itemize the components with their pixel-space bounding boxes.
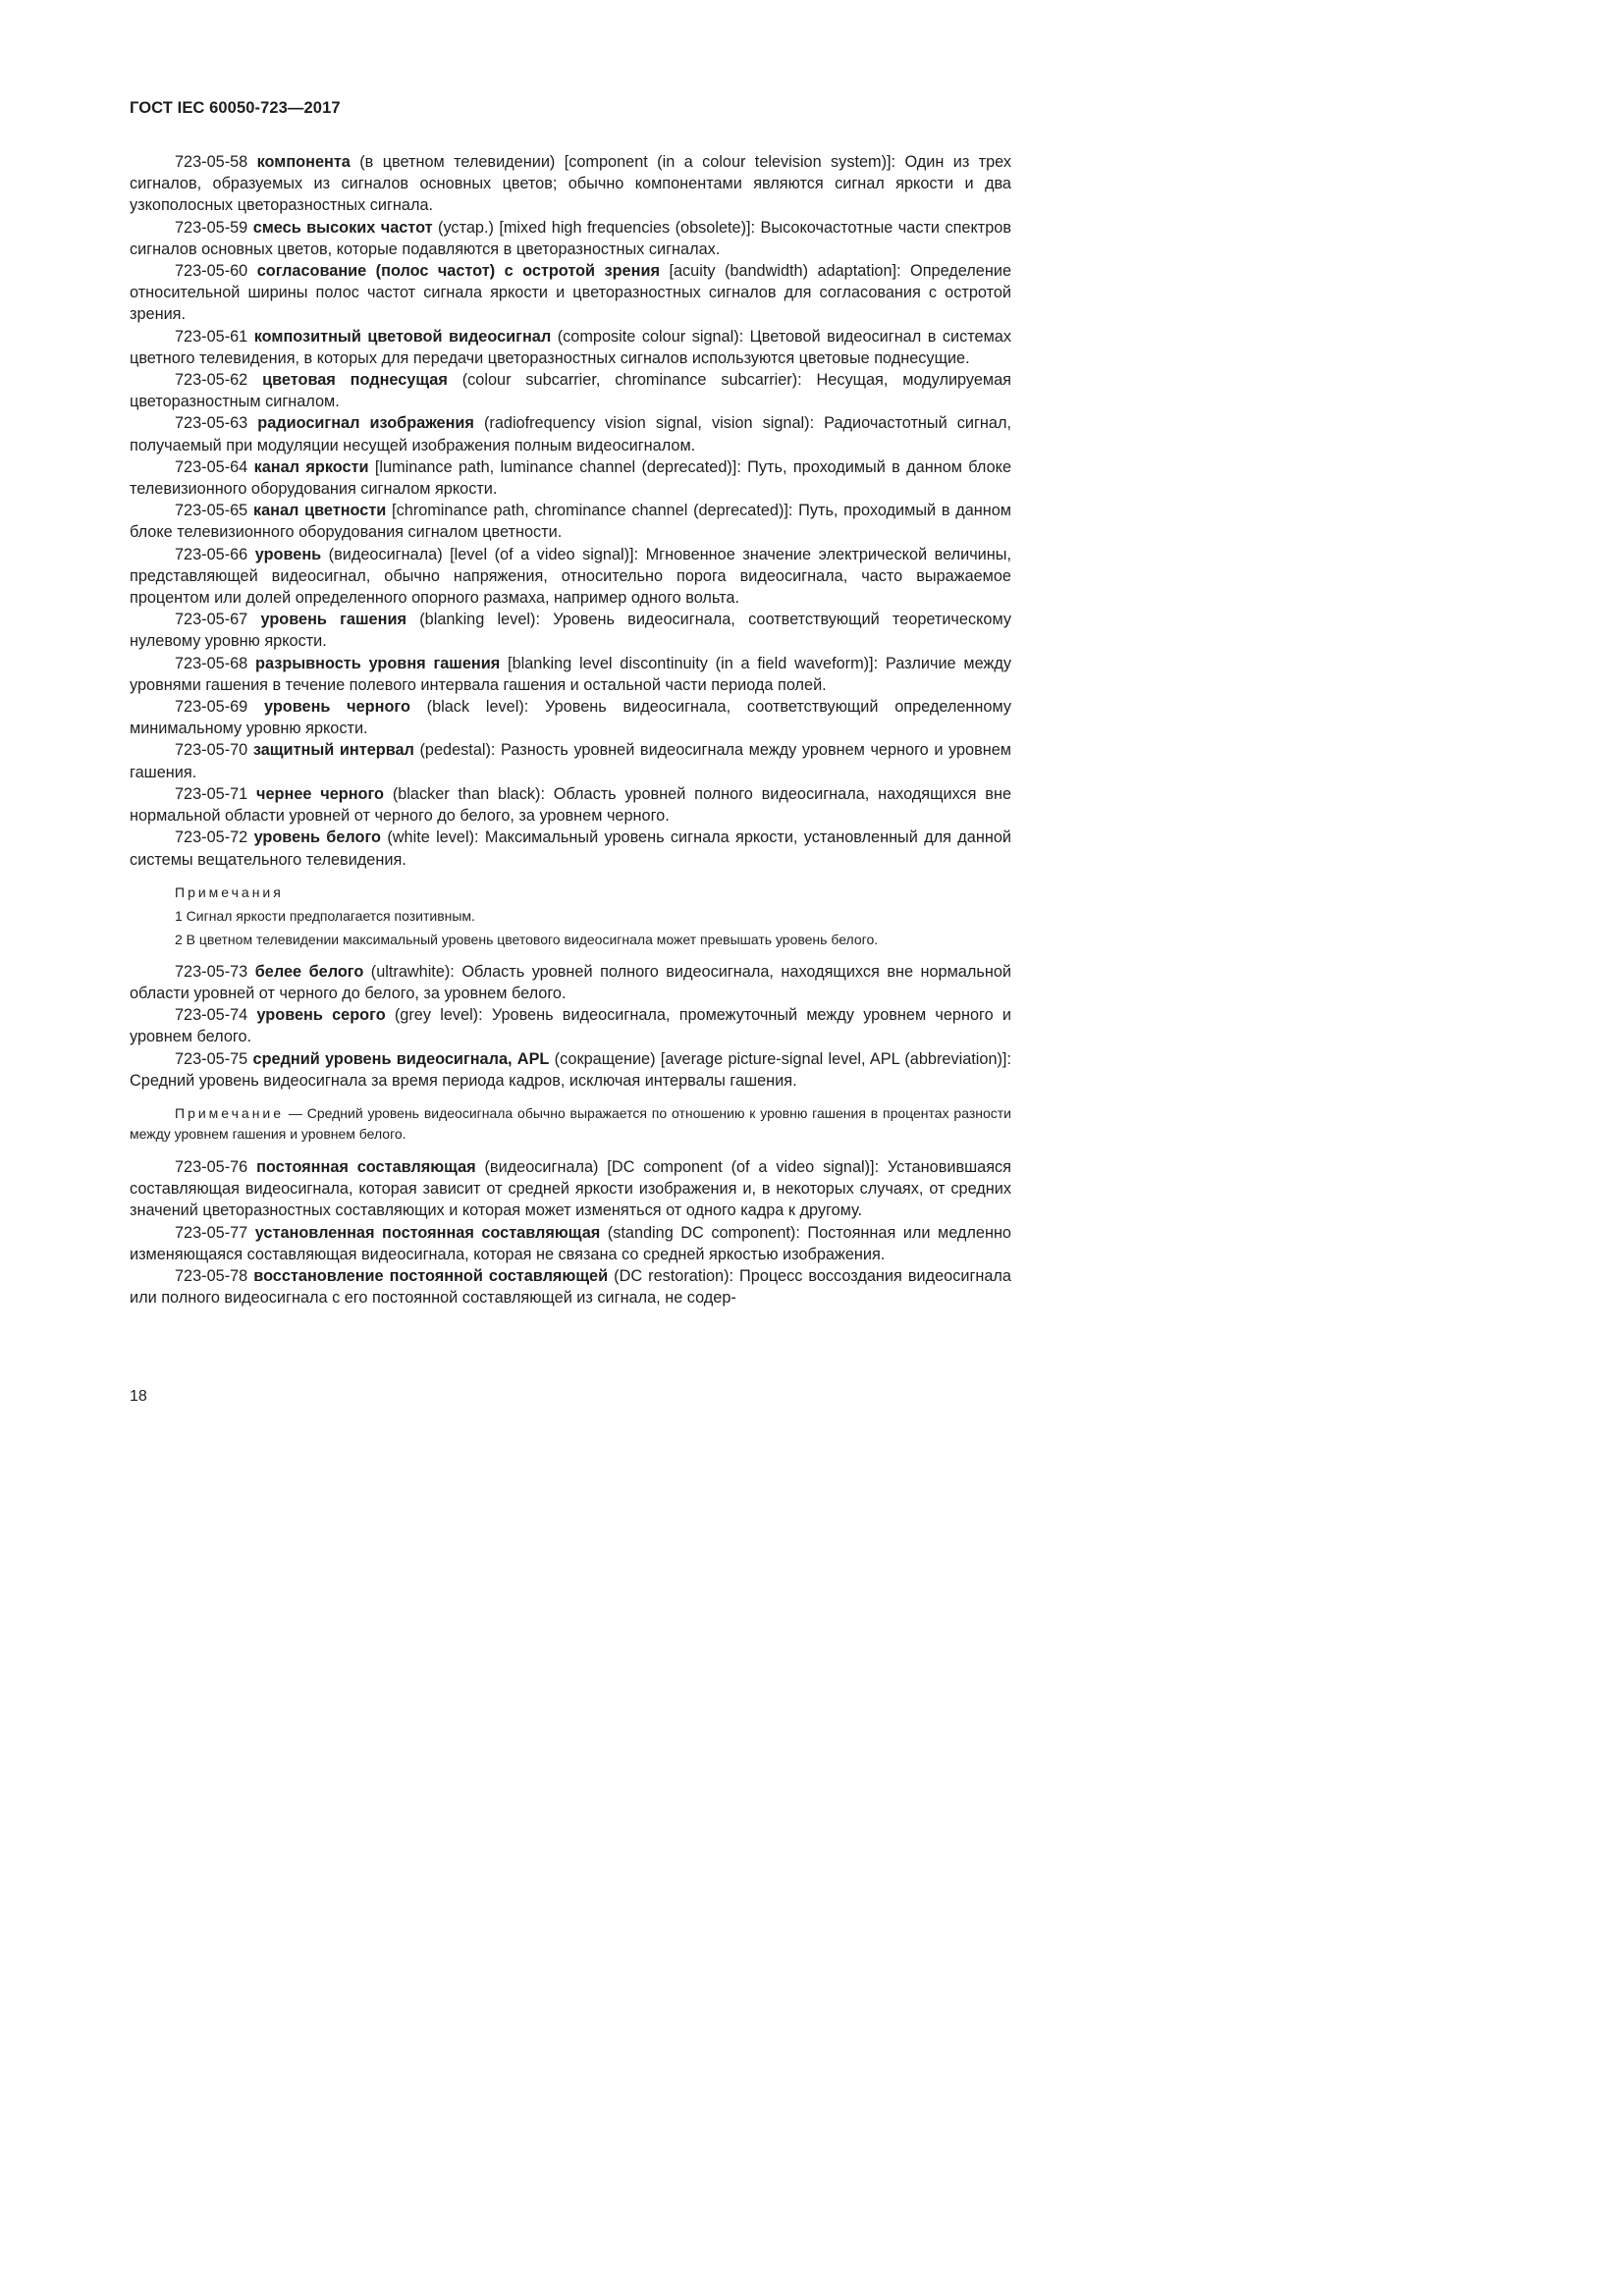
term-number: 723-05-61 <box>175 327 248 346</box>
term-definition: (colour subcarrier, chrominance subcarrier): Несущая, модулируемая цветоразностным сигналом. <box>130 371 1011 411</box>
term-definition: (black level): Уровень видеосигнала, соответствующий определенному минимальному уровню яркости. <box>130 698 1011 738</box>
term-name: разрывность уровня гашения <box>255 654 501 672</box>
term-entry <box>130 1156 1011 1222</box>
term-name: канал яркости <box>253 457 369 476</box>
term-name: чернее черного <box>256 784 384 803</box>
term-name: установленная постоянная составляющая <box>254 1223 601 1242</box>
term-entry <box>130 961 1011 1004</box>
term-entry <box>130 1004 1011 1047</box>
term-name: белее белого <box>254 962 364 981</box>
term-name: смесь высоких частот <box>252 218 433 237</box>
term-number: 723-05-64 <box>175 457 248 476</box>
term-definition: [acuity (bandwidth) adaptation]: Определение относительной ширины полос частот сигнала яркости и цветоразностных сигналов для согласования с остротой зрения. <box>130 262 1011 324</box>
term-definition: (pedestal): Разность уровней видеосигнала между уровнем черного и уровнем гашения. <box>130 741 1011 781</box>
term-entry <box>130 326 1011 369</box>
term-entry <box>130 783 1011 827</box>
term-entry <box>130 696 1011 739</box>
term-name: уровень белого <box>253 828 382 847</box>
note-label: Примечание <box>175 1104 285 1121</box>
term-definition: (grey level): Уровень видеосигнала, промежуточный между уровнем черного и уровнем белого. <box>130 1006 1011 1046</box>
term-entry <box>130 1048 1011 1092</box>
term-name: уровень черного <box>263 698 410 717</box>
term-definition: (radiofrequency vision signal, vision signal): Радиочастотный сигнал, получаемый при модуляции несущей изображения полным видеосигналом. <box>130 414 1011 454</box>
term-number: 723-05-69 <box>175 698 248 717</box>
term-name: средний уровень видеосигнала, APL <box>252 1049 550 1068</box>
term-entry <box>130 217 1011 260</box>
notes-heading: Примечания <box>175 883 284 900</box>
term-entry <box>130 609 1011 652</box>
term-definition: (видеосигнала) [DC component (of a video signal)]: Установившаяся составляющая видеосигнала, которая зависит от средней яркости изображения и, в некоторых случаях, от средних значений цветоразностных составляющих и которая может изменяться от одного кадра к другому. <box>130 1157 1011 1220</box>
term-definition: (standing DC component): Постоянная или медленно изменяющаяся составляющая видеосигнала, которая не связана со средней яркостью изображения. <box>130 1223 1011 1263</box>
note-item: 2 В цветном телевидении максимальный уровень цветового видеосигнала может превышать уровень белого. <box>175 931 879 947</box>
term-number: 723-05-58 <box>175 153 248 171</box>
term-number: 723-05-60 <box>175 262 248 281</box>
term-number: 723-05-76 <box>175 1157 248 1176</box>
term-definition: (ultrawhite): Область уровней полного видеосигнала, находящихся вне нормальной области уровней от черного до белого, за уровнем белого. <box>130 962 1011 1002</box>
term-entry <box>130 1265 1011 1308</box>
entries-group-a <box>130 151 1011 871</box>
term-definition: (в цветном телевидении) [component (in a colour television system)]: Один из трех сигналов, образуемых из сигналов основных цветов; обычно компонентами являются сигнал яркости и два узкополосных цветоразностных сигнала. <box>130 153 1012 215</box>
term-number: 723-05-59 <box>175 218 248 237</box>
document-header: ГОСТ IEC 60050-723—2017 <box>130 99 341 117</box>
term-number: 723-05-73 <box>175 962 248 981</box>
term-name: радиосигнал изображения <box>257 414 474 433</box>
term-entry <box>130 653 1011 696</box>
note-paragraph <box>130 1103 1011 1145</box>
term-definition: (видеосигнала) [level (of a video signal)]: Мгновенное значение электрической величины, представляющей видеосигнал, обычно напряжения, относительно порога видеосигнала, часто выражаемое процентом или долей определенного опорного размаха, например одного вольта. <box>130 545 1011 608</box>
page-number: 18 <box>130 1388 147 1405</box>
term-entry <box>130 827 1011 870</box>
term-name: согласование (полос частот) с остротой зрения <box>256 262 660 281</box>
term-definition: (сокращение) [average picture-signal level, APL (abbreviation)]: Средний уровень видеосигнала за время периода кадров, исключая интервалы гашения. <box>130 1049 1011 1090</box>
term-number: 723-05-63 <box>175 414 248 433</box>
term-number: 723-05-70 <box>175 741 248 760</box>
entries-group-b <box>130 961 1011 1092</box>
entries-group-c <box>130 1156 1011 1308</box>
term-name: уровень гашения <box>260 611 406 629</box>
term-name: компонента <box>256 153 351 171</box>
term-entry <box>130 369 1011 412</box>
term-name: уровень <box>254 545 322 563</box>
term-entry <box>130 260 1011 326</box>
term-name: канал цветности <box>252 502 387 520</box>
term-definition: (composite colour signal): Цветовой видеосигнал в системах цветного телевидения, в которых для передачи цветоразностных сигналов используются цветовые поднесущие. <box>130 327 1011 367</box>
term-number: 723-05-78 <box>175 1266 248 1285</box>
term-number: 723-05-71 <box>175 784 248 803</box>
term-number: 723-05-68 <box>175 654 248 672</box>
term-entry <box>130 544 1011 610</box>
term-name: восстановление постоянной составляющей <box>253 1266 609 1285</box>
term-name: цветовая поднесущая <box>262 371 448 390</box>
term-definition: (blanking level): Уровень видеосигнала, соответствующий теоретическому нулевому уровню яркости. <box>130 611 1011 651</box>
term-entry <box>130 456 1011 500</box>
document-body <box>130 151 1011 1308</box>
note-text: — Средний уровень видеосигнала обычно выражается по отношению к уровню гашения в процентах разности между уровнем гашения и уровнем белого. <box>130 1104 1011 1142</box>
term-entry <box>130 500 1011 543</box>
term-number: 723-05-67 <box>175 611 248 629</box>
term-definition: (устар.) [mixed high frequencies (obsolete)]: Высокочастотные части спектров сигналов основных цветов, которые подавляются в цветоразностных сигналах. <box>130 218 1011 258</box>
term-entry <box>130 151 1011 217</box>
term-name: защитный интервал <box>252 741 414 760</box>
document-page <box>0 0 1080 1526</box>
term-number: 723-05-62 <box>175 371 248 390</box>
term-definition: [luminance path, luminance channel (deprecated)]: Путь, проходимый в данном блоке телевизионного оборудования сигналом яркости. <box>130 457 1011 499</box>
term-name: уровень серого <box>256 1006 386 1025</box>
notes-block <box>130 882 1011 961</box>
term-number: 723-05-72 <box>175 828 248 847</box>
term-number: 723-05-65 <box>175 502 248 520</box>
term-entry <box>130 1222 1011 1265</box>
term-definition: (blacker than black): Область уровней полного видеосигнала, находящихся вне нормальной области уровней от черного до белого, за уровнем черного. <box>130 784 1012 826</box>
term-entry <box>130 412 1011 455</box>
term-number: 723-05-75 <box>175 1049 248 1068</box>
term-definition: [blanking level discontinuity (in a field waveform)]: Различие между уровнями гашения в течение полевого интервала гашения и остальной части периода полей. <box>130 654 1011 694</box>
term-entry <box>130 739 1011 782</box>
note-item: 1 Сигнал яркости предполагается позитивным. <box>175 907 475 924</box>
term-definition: (white level): Максимальный уровень сигнала яркости, установленный для данной системы вещательного телевидения. <box>130 828 1011 869</box>
term-definition: [chrominance path, chrominance channel (deprecated)]: Путь, проходимый в данном блоке телевизионного оборудования сигналом цветности. <box>130 502 1011 542</box>
term-number: 723-05-66 <box>175 545 248 563</box>
term-name: композитный цветовой видеосигнал <box>253 327 552 346</box>
term-number: 723-05-74 <box>175 1006 248 1025</box>
term-definition: (DC restoration): Процесс воссоздания видеосигнала или полного видеосигнала с его постоянной составляющей из сигнала, не содер- <box>130 1266 1011 1308</box>
term-name: постоянная составляющая <box>256 1157 476 1176</box>
term-number: 723-05-77 <box>175 1223 248 1242</box>
